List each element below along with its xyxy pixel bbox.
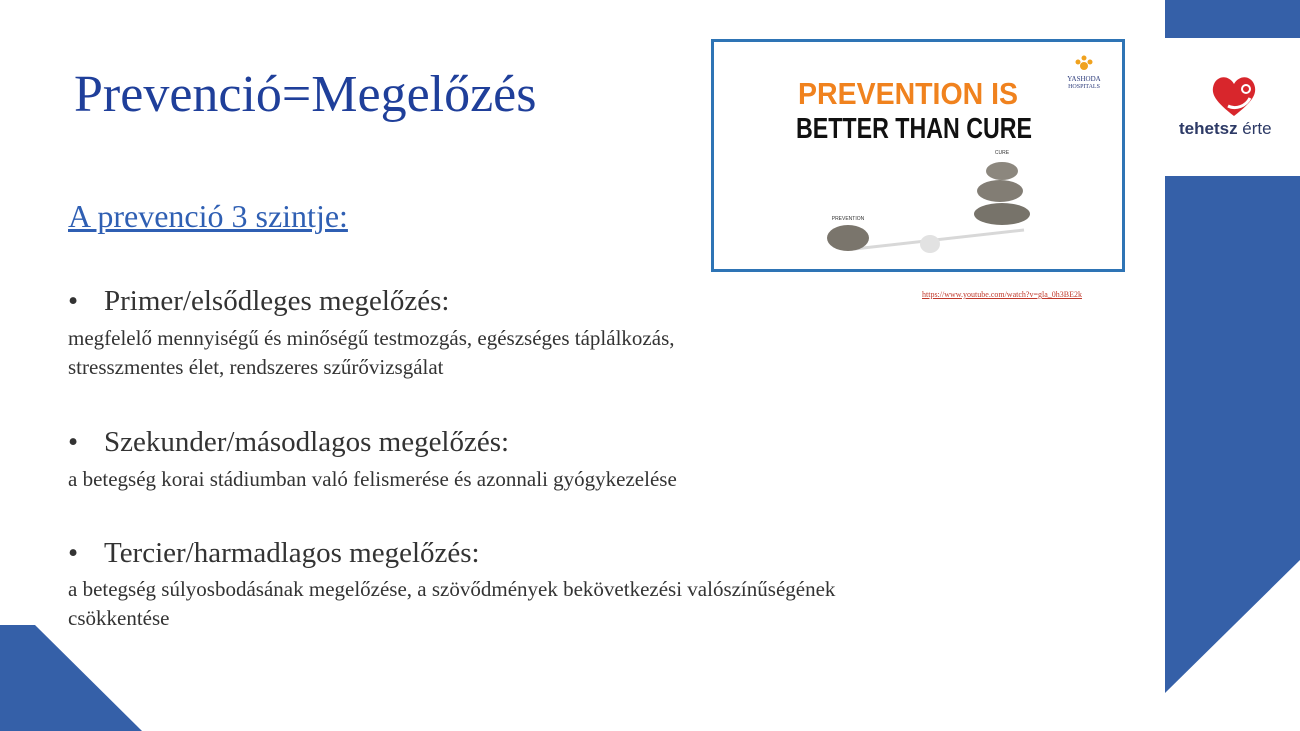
level-1-description [68, 324, 1118, 382]
level-3-heading-text: Tercier/harmadlagos megelőzés: [104, 537, 480, 569]
description-line: a betegség korai stádiumban való felismerése és azonnali gyógykezelése [68, 467, 677, 491]
image-source-link[interactable]: https://www.youtube.com/watch?v=gla_0h3BE2k [922, 290, 1082, 299]
description-line: stresszmentes élet, rendszeres szűrővizsgálat [68, 355, 444, 379]
logo-wordmark [1179, 119, 1272, 139]
slide-title: Prevenció=Megelőzés [74, 66, 537, 123]
bullet-icon: • [68, 537, 79, 569]
level-3-description [68, 575, 1118, 633]
bullet-icon: • [68, 426, 79, 458]
level-2-description [68, 465, 1118, 494]
image-label-prevention: PREVENTION [831, 216, 865, 222]
image-headline-1: PREVENTION IS [798, 76, 1018, 111]
balance-stones-icon [827, 162, 1030, 253]
image-brand-2: HOSPITALS [1068, 84, 1100, 90]
yashoda-logo-icon [1076, 56, 1093, 71]
bottom-left-blue-triangle [0, 625, 142, 731]
image-label-cure: CURE [994, 150, 1010, 156]
image-headline-2: BETTER THAN CURE [796, 113, 1032, 145]
top-right-blue-bar [1165, 0, 1300, 38]
image-brand-1: YASHODA [1067, 75, 1101, 83]
right-blue-triangle [1165, 176, 1300, 693]
level-2-heading [68, 426, 509, 459]
prevention-illustration [714, 42, 1122, 269]
prevention-image [711, 39, 1125, 272]
level-3-heading [68, 537, 480, 570]
slide-subtitle: A prevenció 3 szintje: [68, 198, 348, 234]
description-line: megfelelő mennyiségű és minőségű testmozgás, egészséges táplálkozás, [68, 326, 675, 350]
description-line: csökkentése [68, 606, 170, 630]
logo-text-bold: tehetsz [1179, 119, 1238, 138]
logo-text-regular: érte [1237, 119, 1272, 138]
heart-logo-icon [1208, 72, 1260, 120]
level-1-heading-text: Primer/elsődleges megelőzés: [104, 285, 450, 317]
bullet-icon: • [68, 285, 79, 317]
level-1-heading [68, 285, 449, 318]
description-line: a betegség súlyosbodásának megelőzése, a szövődmények bekövetkezési valószínűségének [68, 577, 836, 601]
level-2-heading-text: Szekunder/másodlagos megelőzés: [104, 426, 510, 458]
